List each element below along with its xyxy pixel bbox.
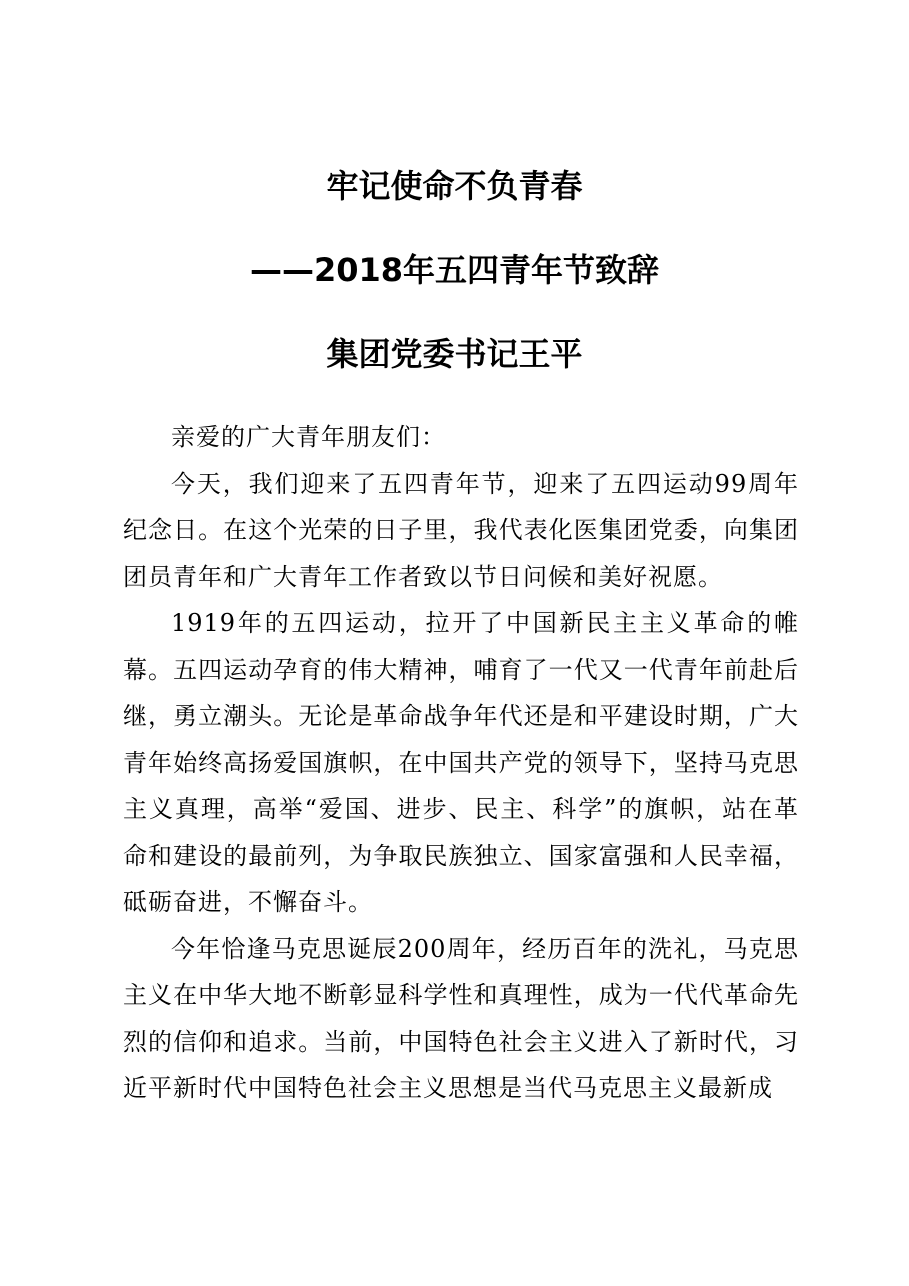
document-subtitle: ——2018年五四青年节致辞 — [249, 251, 660, 289]
body-paragraph: 今天，我们迎来了五四青年节，迎来了五四运动99周年纪念日。在这个光荣的日子里，我代表化医集团党委，向集团团员青年和广大青年工作者致以节日问候和美好祝愿。 — [123, 469, 799, 591]
body-paragraph: 今年恰逢马克思诞辰200周年，经历百年的洗礼，马克思主义在中华大地不断彰显科学性和真理性，成为一代代革命先烈的信仰和追求。当前，中国特色社会主义进入了新时代，习近平新时代中国特色社会主义思想是当代马克思主义最新成 — [123, 934, 799, 1102]
body-paragraph: 1919年的五四运动，拉开了中国新民主主义革命的帷幕。五四运动孕育的伟大精神，哺育了一代又一代青年前赴后继，勇立潮头。无论是革命战争年代还是和平建设时期，广大青年始终高扬爱国旗帜，在中国共产党的领导下，坚持马克思主义真理，高举“爱国、进步、民主、科学”的旗帜，站在革命和建设的最前列，为争取民族独立、国家富强和人民幸福，砥砺奋进，不懈奋斗。 — [123, 609, 799, 916]
document-body — [123, 414, 799, 1112]
document-title: 牢记使命不负青春 — [326, 167, 583, 205]
author-line: 集团党委书记王平 — [326, 335, 583, 373]
salutation-paragraph: 亲爱的广大青年朋友们： — [171, 423, 446, 451]
